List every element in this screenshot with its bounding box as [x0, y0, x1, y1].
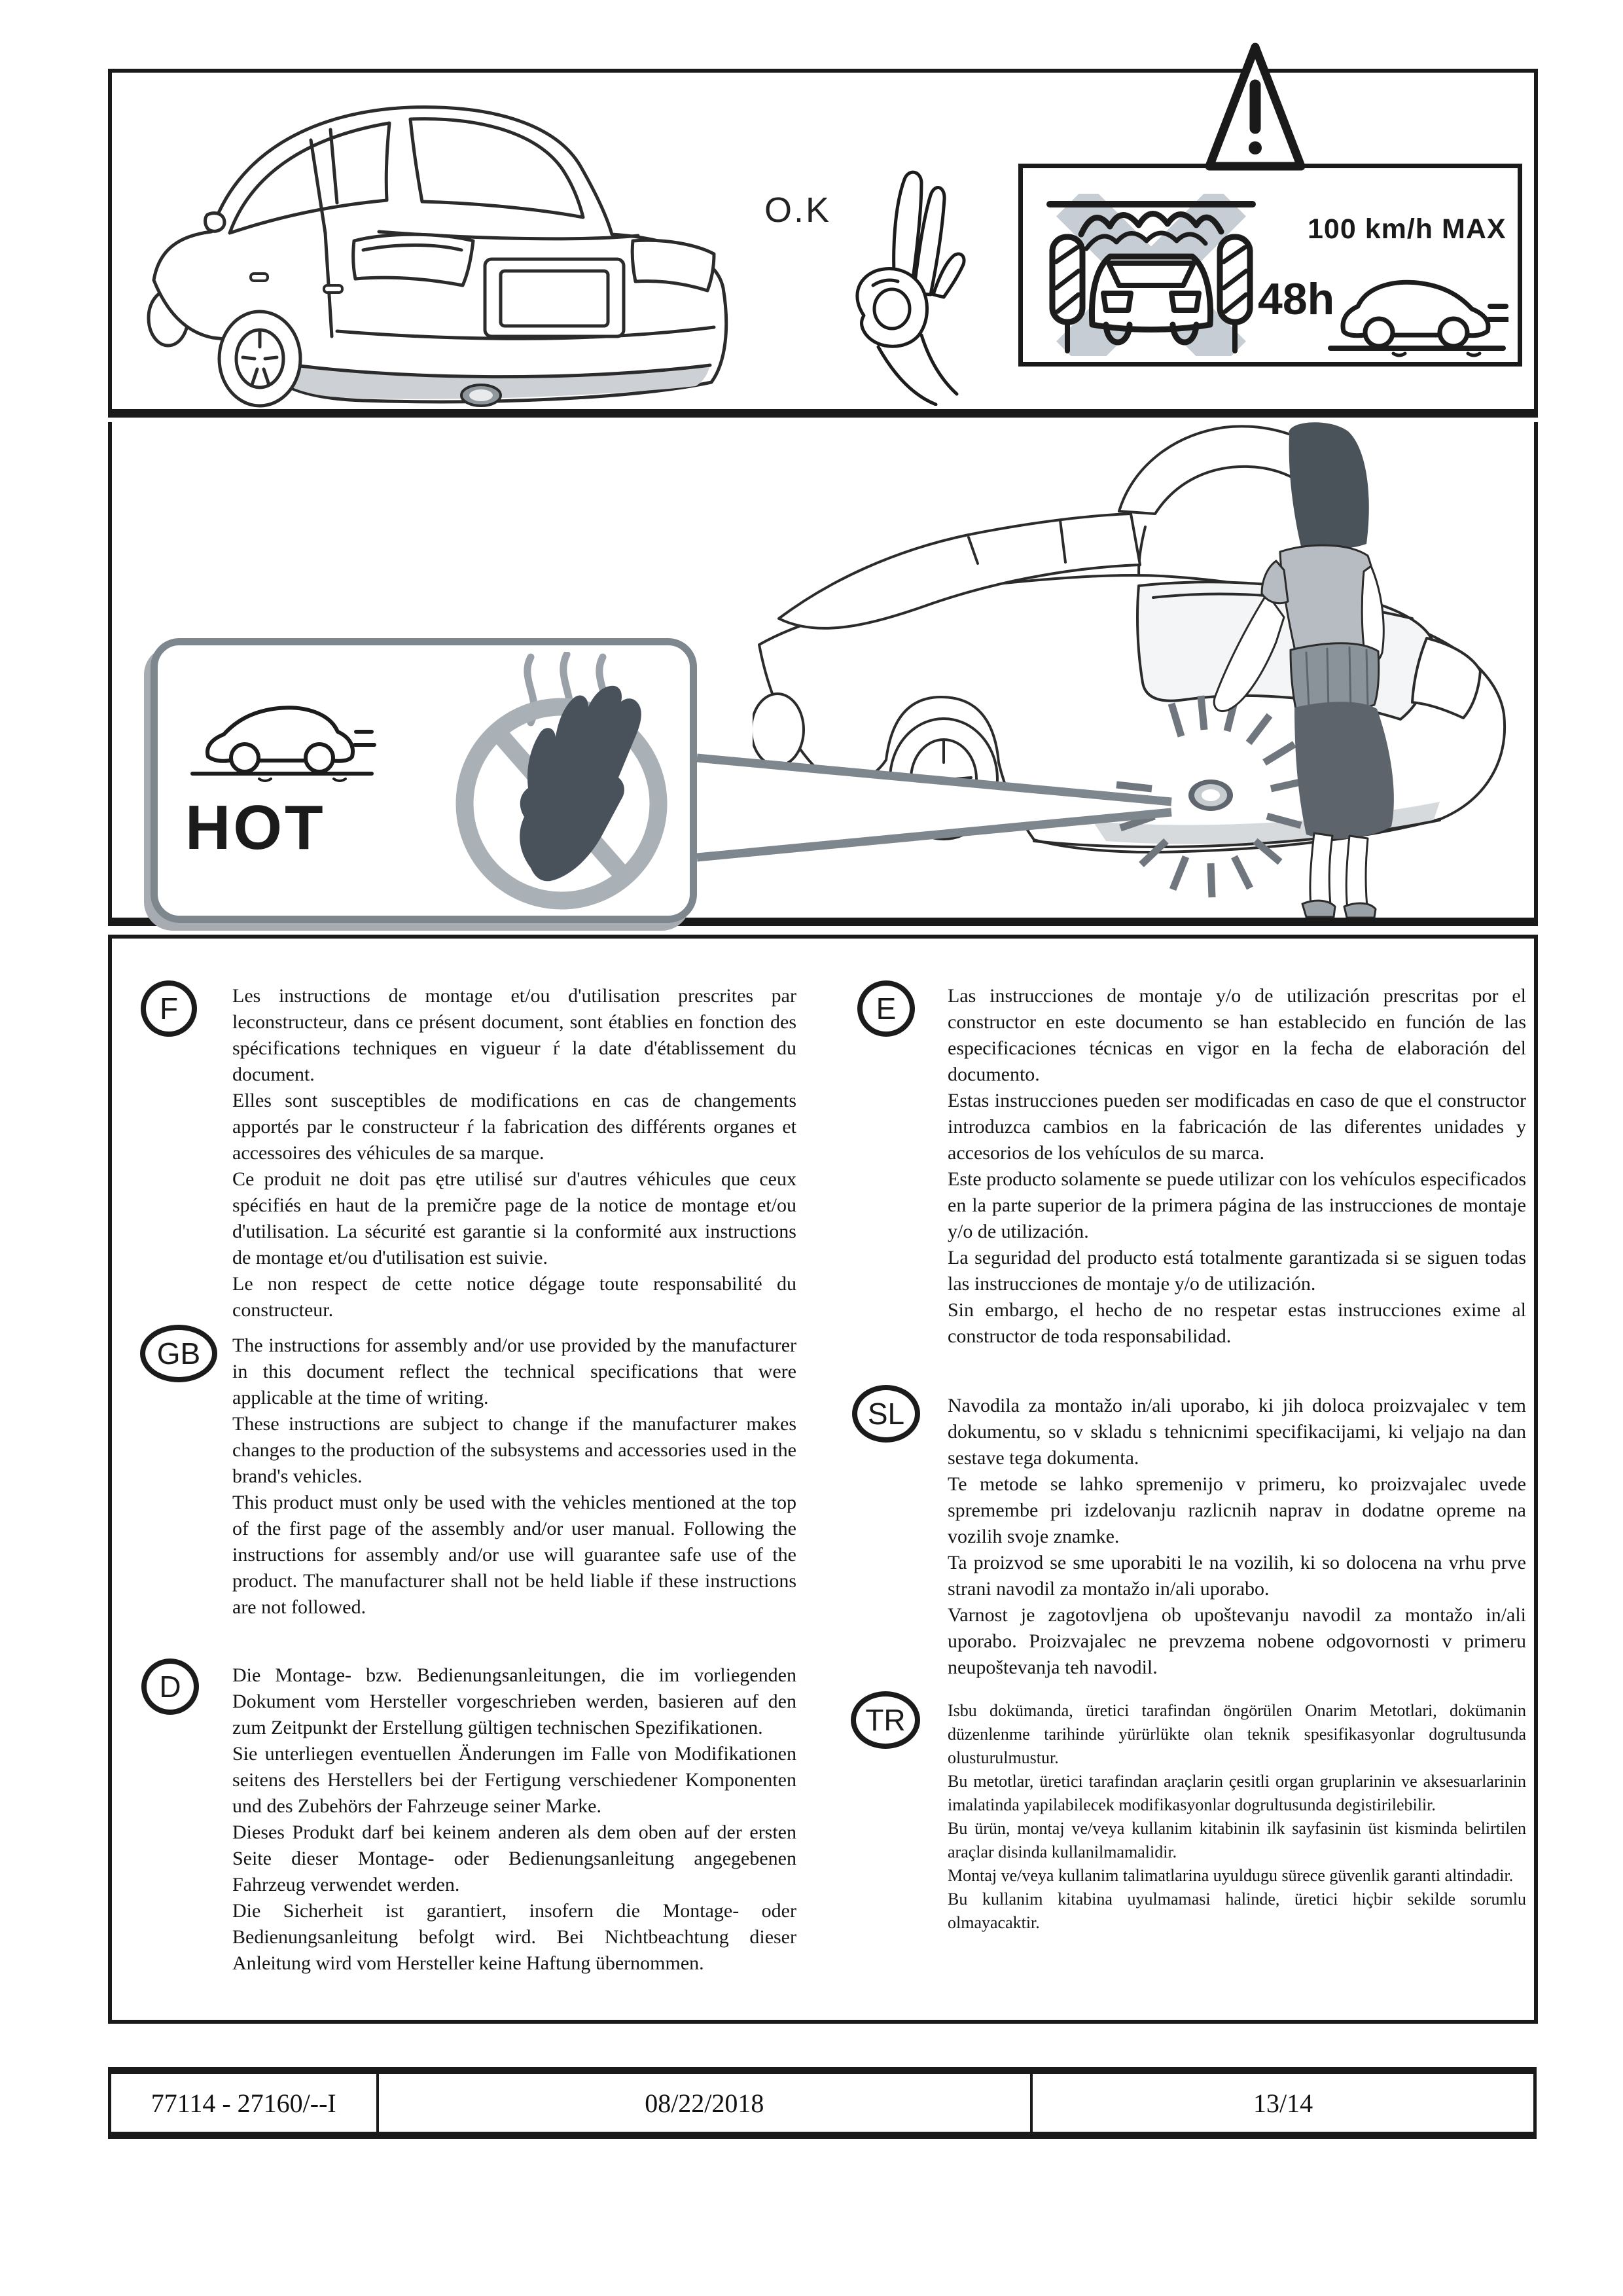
duration-48h-label: 48h [1258, 274, 1335, 324]
paragraph: Sin embargo, el hecho de no respetar estas instrucciones exime al constructor de toda responsabilidad. [948, 1299, 1526, 1347]
paragraph: Las instrucciones de montaje y/o de utilización prescritas por el constructor en este documento se han establecido en función de las especificaciones técnicas en vigor en la fecha de elaboración del documento. [948, 985, 1526, 1085]
paragraph: Le non respect de cette notice dégage toute responsabilité du constructeur. [232, 1273, 796, 1321]
lang-badge-d [141, 1659, 199, 1715]
lang-text-gb [232, 1333, 796, 1621]
paragraph: The instructions for assembly and/or use provided by the manufacturer in this document reflect the technical specifications that were applicable at the time of writing. [232, 1335, 796, 1408]
paragraph: Isbu dokümanda, üretici tarafindan öngörülen Onarim Metotlari, dokümanin düzenlenme tarihinde yürürlükte olan teknik spesifikasyonlar dogrultusunda olusturulmustur. [948, 1701, 1526, 1767]
paragraph: Montaj ve/veya kullanim talimatlarina uyuldugu sürece güvenlik garanti altindadir. [948, 1866, 1514, 1885]
lang-code: E [876, 992, 897, 1026]
paragraph: Varnost je zagotovljena ob upoštevanju navodil za montažo in/ali uporabo. Proizvajalec ne prevzema nobene odgovornosti v primeru neupoštevanja teh navodil. [948, 1604, 1526, 1678]
paragraph: Die Sicherheit ist garantiert, insofern die Montage- oder Bedienungsanleitung befolgt wird. Bei Nichtbeachtung dieser Anleitung wird vom Hersteller keine Haftung übernommen. [232, 1900, 796, 1974]
lang-badge-sl [852, 1385, 920, 1443]
no-touch-hot-hand-icon [433, 652, 691, 914]
paragraph: Este producto solamente se puede utilizar con los vehículos especificados en la parte superior de la primera página de las instrucciones de montaje y/o de utilización. [948, 1168, 1526, 1242]
paragraph: Les instructions de montage et/ou d'utilisation prescrites par leconstructeur, dans ce présent document, sont établies en fonction des spécifications techniques en vigueur ŕ la date d'établissement du document. [232, 985, 796, 1085]
paragraph: La seguridad del producto está totalmente garantizada si se siguen todas las instrucciones de montaje y/o de utilización. [948, 1247, 1526, 1295]
paragraph: Bu metotlar, üretici tarafindan araçlarin çesitli organ gruplarinin ve aksesuarlarinin imalatinda yapilabilecek modifikasyonlar dogrultusunda degistirilebilir. [948, 1772, 1526, 1814]
lang-text-e [948, 983, 1526, 1350]
paragraph: Elles sont susceptibles de modifications en cas de changements apportés par le constructeur ŕ la fabrication des différents organes et accessoires des véhicules de sa marque. [232, 1090, 796, 1164]
footer-date: 08/22/2018 [379, 2074, 1033, 2132]
footer-page-number: 13/14 [1253, 2088, 1313, 2118]
lang-text-tr [948, 1699, 1526, 1935]
speeding-car-icon [1325, 255, 1508, 360]
paragraph: Estas instrucciones pueden ser modificadas en caso de que el constructor introduzca cambios en la fabricación de las diferentes unidades y accesorios de los vehículos de su marca. [948, 1090, 1526, 1164]
paragraph: Bu ürün, montaj ve/veya kullanim kitabinin ilk sayfasinin üst kisminda belirtilen araçlar disinda kullanilmamalidir. [948, 1819, 1526, 1861]
lang-code: SL [867, 1397, 905, 1431]
footer-part-number: 77114 - 27160/--I [111, 2074, 379, 2132]
paragraph: Sie unterliegen eventuellen Änderungen im Falle von Modifikationen seitens des Herstellers bei der Fertigung verschiedener Komponenten und des Zubehörs der Fahrzeuge seiner Marke. [232, 1743, 796, 1817]
hot-label: HOT [185, 793, 326, 863]
rear-car-line-drawing [115, 77, 762, 411]
paragraph: These instructions are subject to change if the manufacturer makes changes to the production of the subsystems and accessories used in the brand's vehicles. [232, 1413, 796, 1487]
lang-code: TR [865, 1703, 906, 1737]
warning-triangle-icon [1203, 38, 1308, 175]
hot-callout [151, 638, 697, 923]
lang-badge-f [141, 980, 197, 1037]
footer-table [108, 2067, 1537, 2139]
paragraph: This product must only be used with the vehicles mentioned at the top of the first page of the assembly and/or user manual. Following the instructions for assembly and/or use will guarantee safe use of the product. The manufacturer shall not be held liable if these instructions are not followed. [232, 1492, 796, 1618]
paragraph: Te metode se lahko spremenijo v primeru, ko proizvajalec uvede spremembe pri izdelovanju razlicnih naprav in dodatne opreme na vozilih svoje znamke. [948, 1473, 1526, 1547]
lang-badge-tr [851, 1691, 920, 1749]
paragraph: Ce produit ne doit pas ętre utilisé sur d'autres véhicules que ceux spécifiés en haut de la premičre page de la notice de montage et/ou d'utilisation. La sécurité est garantie si la conformité aux instructions de montage et/ou d'utilisation est suivie. [232, 1168, 796, 1268]
paragraph: Navodila za montažo in/ali uporabo, ki jih doloca proizvajalec v tem dokumentu, so v skladu s tehnicnimi specifikacijami, ki veljajo na dan sestave tega dokumenta. [948, 1395, 1526, 1469]
ok-label: O.K [764, 190, 832, 230]
speed-limit-label: 100 km/h MAX [1308, 213, 1507, 245]
ok-hand-gesture-icon [818, 164, 1001, 406]
lang-text-f [232, 983, 796, 1323]
lang-text-d [232, 1662, 796, 1977]
lang-badge-gb [140, 1325, 217, 1382]
lang-code: D [159, 1670, 181, 1704]
paragraph: Bu kullanim kitabina uyulmamasi halinde, üretici hiçbir sekilde sorumlu olmayacaktir. [948, 1890, 1526, 1932]
lang-text-sl [948, 1393, 1526, 1681]
paragraph: Ta proizvod se sme uporabiti le na vozilih, ki so dolocena na vrhu prve strani navodil za montažo in/ali uporabo. [948, 1552, 1526, 1600]
no-carwash-icon [1043, 194, 1259, 356]
paragraph: Dieses Produkt darf bei keinem anderen als dem oben auf der ersten Seite dieser Montage- oder Bedienungsanleitung angegebenen Fahrzeug verwendet werden. [232, 1821, 796, 1895]
lang-code: F [159, 992, 179, 1026]
lang-code: GB [156, 1336, 201, 1371]
lang-badge-e [857, 980, 915, 1037]
paragraph: Die Montage- bzw. Bedienungsanleitungen, die im vorliegenden Dokument vom Hersteller vorgeschrieben werden, basieren auf den zum Zeitpunkt der Erstellung gültigen technischen Spezifikationen. [232, 1664, 796, 1738]
hot-car-icon [181, 679, 377, 784]
